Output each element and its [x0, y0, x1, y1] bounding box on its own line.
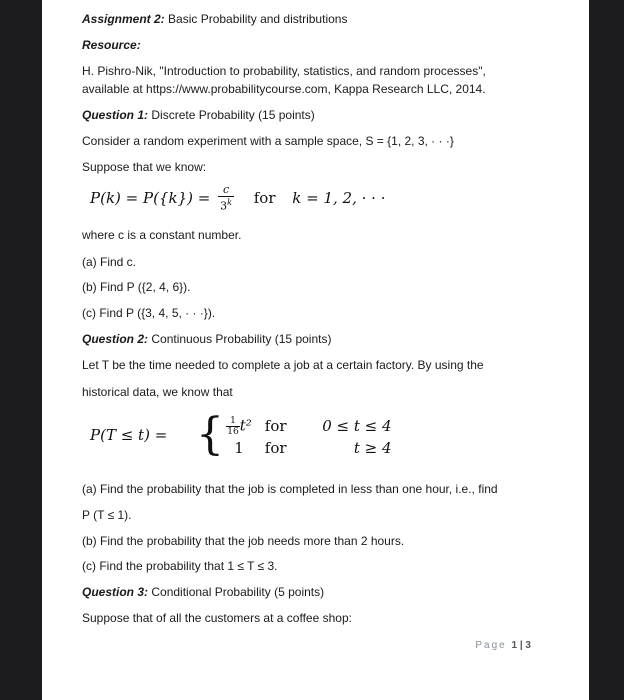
q1-eq-den-base: 3	[220, 199, 228, 213]
q2-part-b: (b) Find the probability that the job needs more than 2 hours.	[82, 534, 405, 548]
q1-eq-denominator	[218, 197, 234, 213]
q2-case1-for: for	[264, 416, 287, 435]
q2-eq-brace: {	[196, 409, 224, 460]
q1-part-c: (c) Find P ({3, 4, 5, · · ·}).	[82, 306, 216, 320]
q1-eq-fraction	[218, 184, 234, 213]
q1-eq-den-exp: k	[227, 198, 232, 207]
q3-title: Conditional Probability (5 points)	[151, 585, 325, 599]
q2-heading	[82, 332, 331, 347]
q2-case1-expression	[218, 416, 260, 437]
assignment-title-text: Basic Probability and distributions	[168, 12, 348, 26]
document-page	[42, 0, 589, 700]
q1-intro: Consider a random experiment with a sample space, S = {1, 2, 3, · · ·}	[82, 134, 454, 148]
q2-part-c: (c) Find the probability that 1 ≤ T ≤ 3.	[82, 559, 278, 573]
q1-part-a: (a) Find c.	[82, 255, 137, 269]
q2-eq-case-1	[218, 416, 392, 437]
q2-label: Question 2:	[82, 332, 149, 346]
footer-page-number: 1 | 3	[511, 640, 531, 651]
q2-case2-value: 1	[234, 439, 244, 457]
resource-line-1: H. Pishro-Nik, "Introduction to probability, statistics, and random processes",	[82, 64, 486, 78]
q2-intro-2: historical data, we know that	[82, 385, 233, 399]
q2-case1-coefficient	[226, 416, 239, 437]
q2-cdf-equation	[90, 409, 450, 464]
q1-pmf-equation	[90, 184, 385, 214]
footer-page-word: Page	[475, 640, 507, 651]
q2-intro-1: Let T be the time needed to complete a job at a certain factory. By using the	[82, 358, 484, 372]
q1-eq-numerator: c	[218, 184, 234, 197]
q2-case2-range: t ≥ 4	[353, 439, 392, 457]
q1-suppose: Suppose that we know:	[82, 160, 207, 174]
q2-case1-coef-den: 16	[227, 427, 239, 437]
q3-intro: Suppose that of all the customers at a coffee shop:	[82, 611, 352, 625]
q2-case1-var: t²	[239, 416, 252, 435]
q3-label: Question 3:	[82, 585, 149, 599]
q1-title: Discrete Probability (15 points)	[151, 108, 315, 122]
q1-eq-lhs: P(k) = P({k}) =	[90, 189, 211, 208]
resource-line-2: available at https://www.probabilitycourse.com, Kappa Research LLC, 2014.	[82, 82, 486, 96]
q1-eq-range: k = 1, 2, · · ·	[292, 189, 386, 208]
q1-eq-for: for	[253, 189, 276, 208]
q2-eq-case-2	[218, 439, 392, 457]
q1-where: where c is a constant number.	[82, 228, 242, 242]
q1-heading	[82, 108, 315, 123]
assignment-label: Assignment 2:	[82, 12, 165, 26]
assignment-title	[82, 12, 347, 27]
q2-case2-for: for	[264, 439, 287, 457]
page-footer	[475, 640, 531, 651]
q1-part-b: (b) Find P ({2, 4, 6}).	[82, 280, 191, 294]
q2-case1-range: 0 ≤ t ≤ 4	[322, 416, 392, 435]
q2-part-a-line-2: P (T ≤ 1).	[82, 508, 132, 522]
q2-title: Continuous Probability (15 points)	[151, 332, 332, 346]
resource-heading: Resource:	[82, 38, 141, 52]
q2-eq-lhs: P(T ≤ t) =	[90, 426, 168, 444]
q3-heading	[82, 585, 324, 600]
q2-case1-coef-num: 1	[226, 416, 239, 427]
q2-part-a-line-1: (a) Find the probability that the job is completed in less than one hour, i.e., find	[82, 482, 498, 496]
q1-label: Question 1:	[82, 108, 149, 122]
